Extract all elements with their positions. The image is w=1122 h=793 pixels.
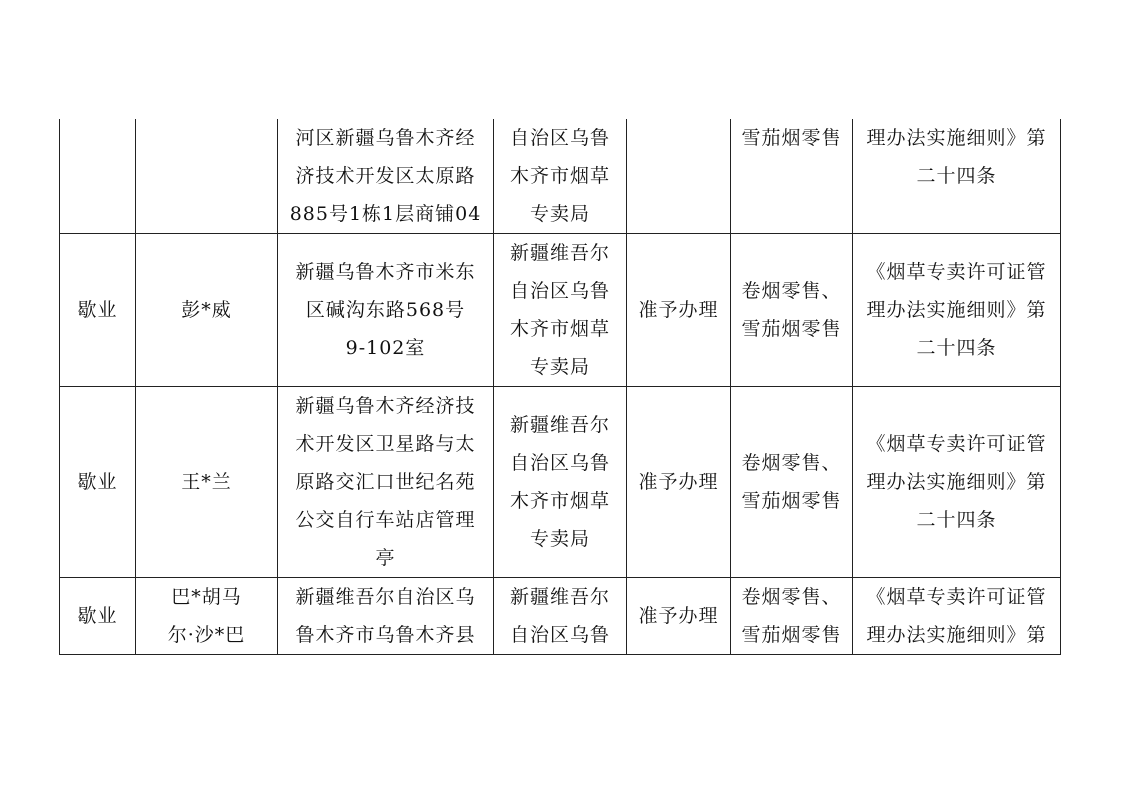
table-row (60, 119, 1061, 234)
address-cell: 新疆乌鲁木齐经济技 术开发区卫星路与太 原路交汇口世纪名苑 公交自行车站店管理 亭 (278, 387, 494, 578)
scope-cell: 卷烟零售、 雪茄烟零售 (731, 387, 853, 578)
type-cell: 歇业 (60, 234, 136, 387)
table-row (60, 234, 1061, 387)
table-row (60, 387, 1061, 578)
type-cell (60, 119, 136, 234)
name-cell (136, 119, 278, 234)
decision-cell: 准予办理 (627, 578, 731, 655)
table-row (60, 578, 1061, 655)
decision-cell: 准予办理 (627, 234, 731, 387)
type-cell: 歇业 (60, 578, 136, 655)
name-cell: 王*兰 (136, 387, 278, 578)
address-cell: 新疆维吾尔自治区乌 鲁木齐市乌鲁木齐县 (278, 578, 494, 655)
scope-cell: 卷烟零售、 雪茄烟零售 (731, 234, 853, 387)
type-cell: 歇业 (60, 387, 136, 578)
name-cell: 巴*胡马 尔·沙*巴 (136, 578, 278, 655)
authority-cell: 新疆维吾尔 自治区乌鲁 (494, 578, 627, 655)
address-cell: 河区新疆乌鲁木齐经 济技术开发区太原路 885号1栋1层商铺04 (278, 119, 494, 234)
decision-cell (627, 119, 731, 234)
address-cell: 新疆乌鲁木齐市米东 区碱沟东路568号 9-102室 (278, 234, 494, 387)
permit-table (59, 119, 1061, 655)
basis-cell: 《烟草专卖许可证管 理办法实施细则》第 二十四条 (853, 234, 1061, 387)
scope-cell: 雪茄烟零售 (731, 119, 853, 234)
basis-cell: 《烟草专卖许可证管 理办法实施细则》第 二十四条 (853, 387, 1061, 578)
basis-cell: 理办法实施细则》第 二十四条 (853, 119, 1061, 234)
authority-cell: 新疆维吾尔 自治区乌鲁 木齐市烟草 专卖局 (494, 387, 627, 578)
basis-cell: 《烟草专卖许可证管 理办法实施细则》第 (853, 578, 1061, 655)
authority-cell: 新疆维吾尔 自治区乌鲁 木齐市烟草 专卖局 (494, 234, 627, 387)
scope-cell: 卷烟零售、 雪茄烟零售 (731, 578, 853, 655)
authority-cell: 自治区乌鲁 木齐市烟草 专卖局 (494, 119, 627, 234)
name-cell: 彭*威 (136, 234, 278, 387)
decision-cell: 准予办理 (627, 387, 731, 578)
